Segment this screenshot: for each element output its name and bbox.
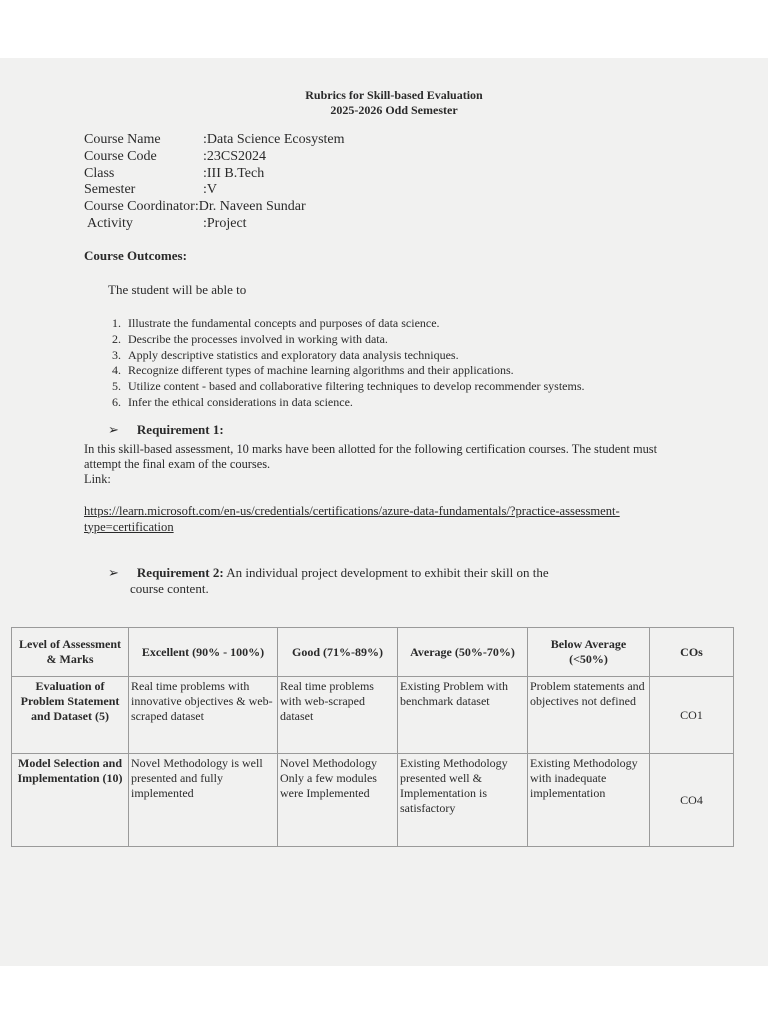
course-outcomes-heading: Course Outcomes: (84, 248, 187, 263)
item-text: Recognize different types of machine learning algorithms and their applications. (128, 363, 514, 378)
header-good: Good (71%-89%) (278, 628, 398, 677)
excellent-cell: Real time problems with innovative objectives & web-scraped dataset (129, 677, 278, 754)
requirement-2 (108, 565, 668, 597)
info-label: Course Name (84, 132, 161, 147)
below-average-cell: Existing Methodology with inadequate implementation (528, 754, 650, 847)
good-cell: Real time problems with web-scraped dataset (278, 677, 398, 754)
info-value: Dr. Naveen Sundar (198, 199, 306, 215)
arrow-bullet-icon: ➢ (108, 565, 119, 580)
header-excellent: Excellent (90% - 100%) (129, 628, 278, 677)
course-code-row (84, 149, 345, 166)
requirement-2-title: Requirement 2: (136, 565, 224, 580)
item-text: Infer the ethical considerations in data science. (128, 394, 353, 409)
requirement-2-text-cont: course content. (130, 581, 209, 596)
requirement-1-text: In this skill-based assessment, 10 marks have been allotted for the following certification courses. The student must attempt the final exam of the courses. (84, 442, 658, 471)
co-cell: CO4 (650, 754, 734, 847)
header-below-average: Below Average (<50%) (528, 628, 650, 677)
requirement-1-heading (108, 422, 224, 438)
info-value: 23CS2024 (206, 148, 267, 164)
semester-row (84, 182, 345, 199)
document-title: Rubrics for Skill-based Evaluation (305, 88, 483, 102)
criterion-cell: Model Selection and Implementation (10) (12, 754, 129, 847)
course-coordinator-row (84, 199, 345, 216)
certification-link[interactable]: https://learn.microsoft.com/en-us/credentials/certifications/azure-data-fundamentals/?practice-assessment-type=certification (84, 504, 620, 534)
item-text: Describe the processes involved in working with data. (128, 331, 388, 346)
table-header-row (12, 628, 734, 677)
list-item (112, 363, 585, 379)
course-outcomes-list (112, 316, 585, 411)
requirement-1-body (84, 442, 684, 487)
course-info (84, 132, 345, 233)
item-text: Illustrate the fundamental concepts and purposes of data science. (128, 316, 440, 330)
header-level-of-assessment: Level of Assessment & Marks (12, 628, 129, 677)
document-page (0, 58, 768, 966)
document-subtitle: 2025-2026 Odd Semester (330, 103, 458, 117)
item-number: 5. (112, 379, 121, 394)
item-number: 1. (112, 316, 121, 330)
list-item (112, 348, 585, 364)
info-sep: : (203, 148, 207, 164)
info-sep: : (203, 215, 207, 231)
arrow-bullet-icon: ➢ (108, 422, 119, 437)
info-value: Data Science Ecosystem (206, 132, 345, 147)
table-row (12, 677, 734, 754)
list-item (112, 332, 585, 348)
item-text: Apply descriptive statistics and exploratory data analysis techniques. (128, 347, 459, 362)
header-average: Average (50%-70%) (398, 628, 528, 677)
header-cos: COs (650, 628, 734, 677)
class-row (84, 166, 345, 183)
item-number: 3. (112, 347, 121, 362)
info-value: V (206, 182, 218, 198)
list-item (112, 395, 585, 411)
item-number: 2. (112, 331, 121, 346)
criterion-cell: Evaluation of Problem Statement and Dataset (5) (12, 677, 129, 754)
requirement-2-text: An individual project development to exhibit their skill on the (226, 565, 549, 580)
info-sep: : (194, 199, 199, 215)
co-cell: CO1 (650, 677, 734, 754)
excellent-cell: Novel Methodology is well presented and fully implemented (129, 754, 278, 847)
below-average-cell: Problem statements and objectives not defined (528, 677, 650, 754)
info-label: Activity (87, 215, 133, 231)
table-row (12, 754, 734, 847)
requirement-1-title: Requirement 1: (136, 422, 224, 437)
outcomes-intro: The student will be able to (108, 282, 247, 297)
info-label: Semester (84, 182, 136, 198)
item-text: Utilize content - based and collaborative filtering techniques to develop recommender systems. (128, 379, 585, 394)
info-label: Class (84, 165, 115, 181)
link-label: Link: (84, 472, 111, 486)
average-cell: Existing Problem with benchmark dataset (398, 677, 528, 754)
list-item (112, 316, 585, 332)
list-item (112, 379, 585, 395)
rubric-table (11, 627, 734, 847)
good-cell: Novel Methodology Only a few modules were Implemented (278, 754, 398, 847)
info-sep: : (203, 165, 207, 181)
item-number: 4. (112, 363, 121, 378)
item-number: 6. (112, 394, 121, 409)
info-value: Project (206, 215, 247, 231)
info-label: Course Coordinator (84, 199, 195, 215)
average-cell: Existing Methodology presented well & Implementation is satisfactory (398, 754, 528, 847)
course-name-row (84, 132, 345, 149)
info-label: Course Code (84, 148, 157, 164)
info-value: III B.Tech (206, 165, 265, 181)
activity-row (84, 216, 345, 233)
info-sep: : (203, 182, 207, 198)
info-sep: : (203, 132, 207, 147)
